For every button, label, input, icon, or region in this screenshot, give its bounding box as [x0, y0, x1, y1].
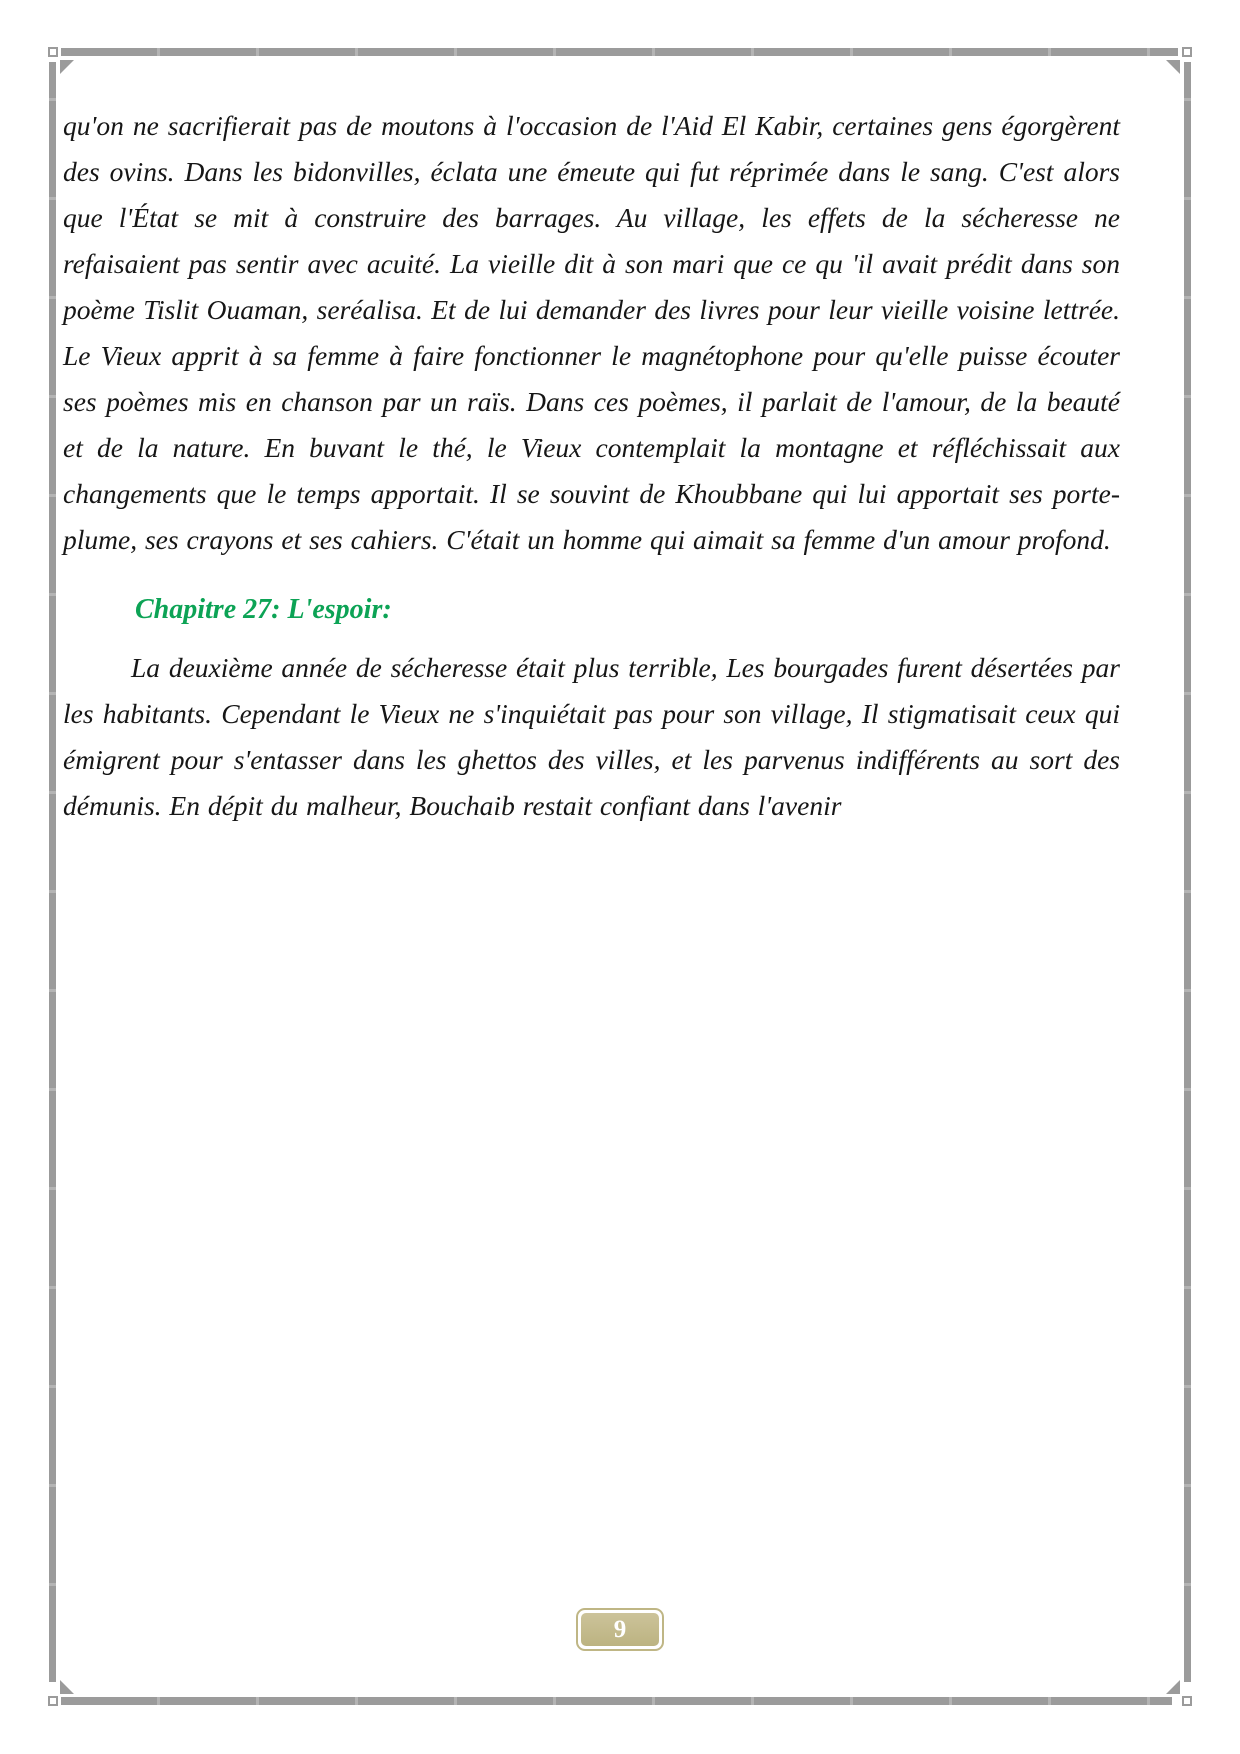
page-number-badge — [576, 1608, 664, 1651]
page-number-badge-inner — [581, 1613, 659, 1646]
frame-left-border — [49, 62, 56, 1682]
chapter-heading: Chapitre 27: L'espoir: — [135, 594, 392, 625]
frame-top-border — [61, 48, 1178, 56]
frame-corner-square-icon — [48, 47, 58, 57]
frame-right-border — [1184, 62, 1191, 1682]
page-number: 9 — [613, 1615, 627, 1643]
frame-corner-square-icon — [48, 1696, 58, 1706]
body-text — [63, 103, 1120, 829]
frame-bottom-border — [61, 1697, 1172, 1705]
frame-corner-triangle-icon — [60, 60, 74, 74]
frame-corner-square-icon — [1182, 47, 1192, 57]
paragraph-1: qu'on ne sacrifierait pas de moutons à l'occasion de l'Aid El Kabir, certaines gens égorgèrent des ovins. Dans les bidonvilles, éclata une émeute qui fut réprimée dans le sang. C'est alors que l'État se mit à construire des barrages. Au village, les effets de la sécheresse ne refaisaient pas sentir avec acuité. La vieille dit à son mari que ce qu 'il avait prédit dans son poème Tislit Ouaman, seréalisa. Et de lui demander des livres pour leur vieille voisine lettrée. Le Vieux apprit à sa femme à faire fonctionner le magnétophone pour qu'elle puisse écouter ses poèmes mis en chanson par un raïs. Dans ces poèmes, il parlait de l'amour, de la beauté et de la nature. En buvant le thé, le Vieux contemplait la montagne et réfléchissait aux changements que le temps apportait. Il se souvint de Khoubbane qui lui apportait ses porte-plume, ses crayons et ses cahiers. C'était un homme qui aimait sa femme d'un amour profond. — [63, 110, 1120, 555]
frame-corner-triangle-icon — [1166, 1680, 1180, 1694]
frame-corner-triangle-icon — [1166, 60, 1180, 74]
paragraph-2: La deuxième année de sécheresse était plus terrible, Les bourgades furent désertées par les habitants. Cependant le Vieux ne s'inquiétait pas pour son village, Il stigmatisait ceux qui émigrent pour s'entasser dans les ghettos des villes, et les parvenus indifférents au sort des démunis. En dépit du malheur, Bouchaib restait confiant dans l'avenir — [63, 652, 1120, 821]
frame-corner-square-icon — [1182, 1696, 1192, 1706]
frame-corner-triangle-icon — [60, 1680, 74, 1694]
